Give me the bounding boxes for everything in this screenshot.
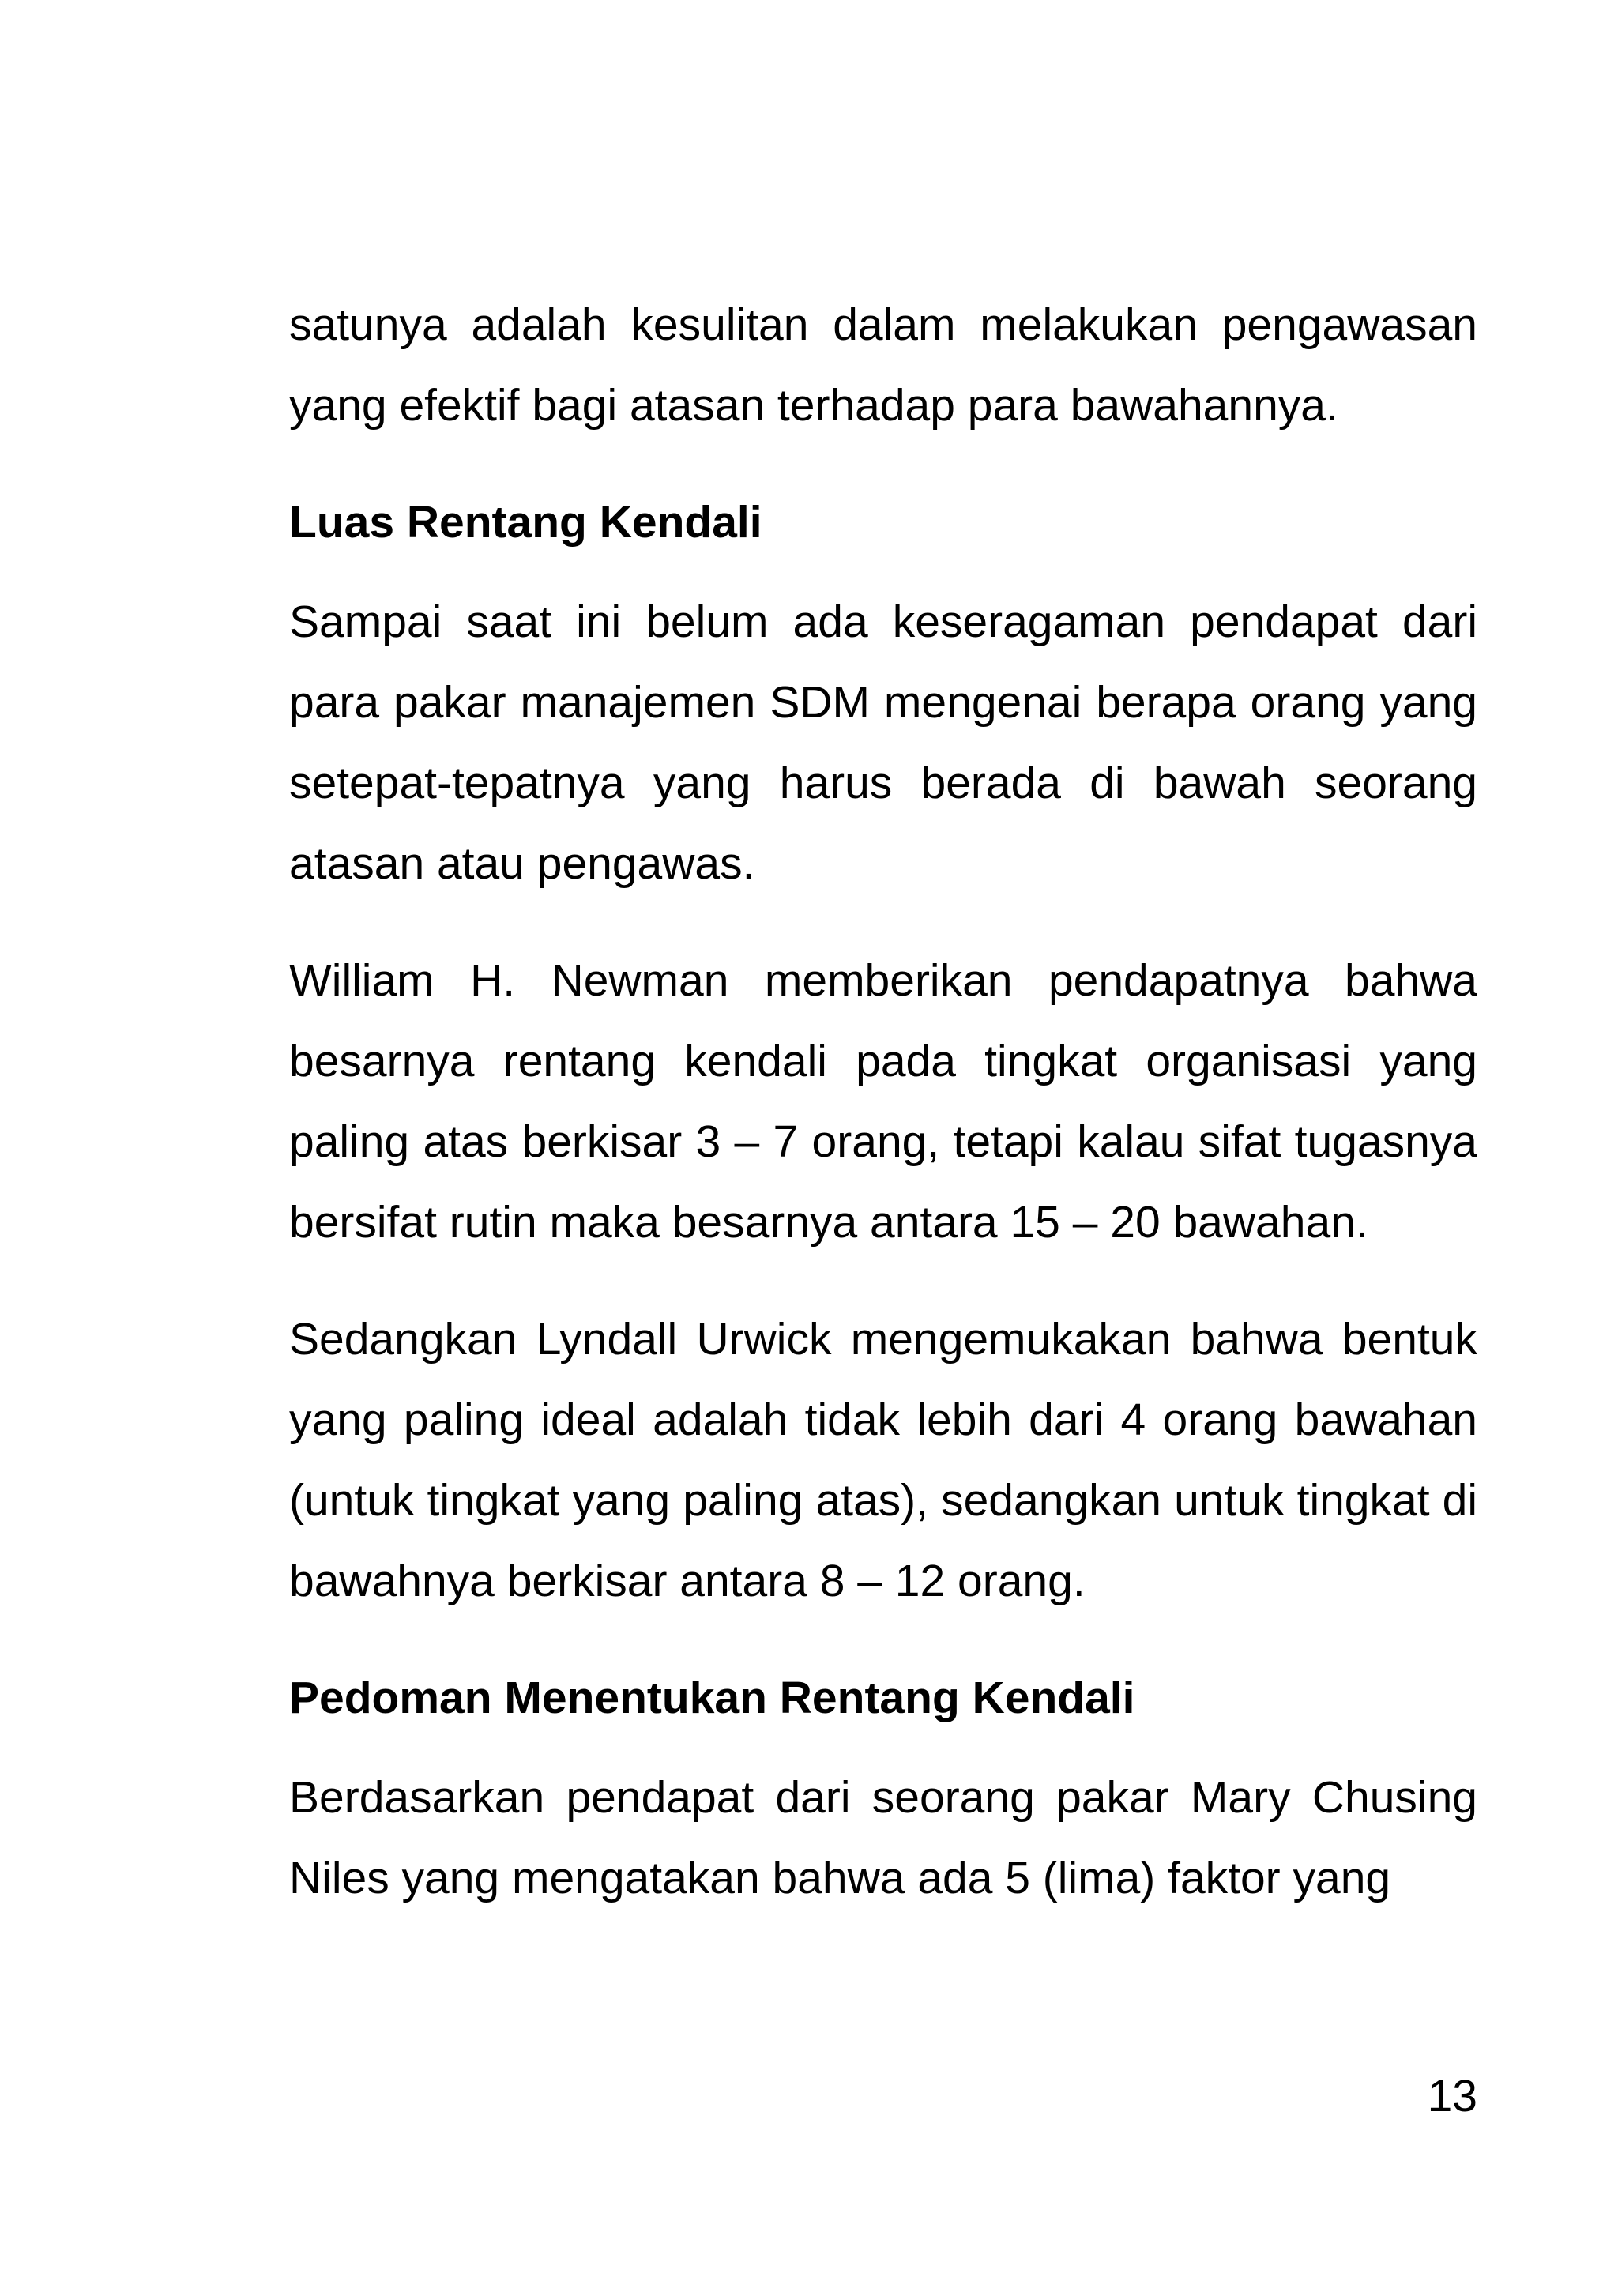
paragraph-lyndall-urwick: Sedangkan Lyndall Urwick mengemukakan bahwa bentuk yang paling ideal adalah tidak lebih dari 4 orang bawahan (untuk tingkat yang paling atas), sedangkan untuk tingkat di bawahnya berkisar antara 8 – 12 orang. [289,1314,1477,1606]
paragraph-mary-niles: Berdasarkan pendapat dari seorang pakar Mary Chusing Niles yang mengatakan bahwa ada 5 (lima) faktor yang [289,1772,1477,1903]
section-heading-pedoman-rentang-kendali: Pedoman Menentukan Rentang Kendali [289,1673,1135,1723]
intro-paragraph: satunya adalah kesulitan dalam melakukan pengawasan yang efektif bagi atasan terhadap para bawahannya. [289,299,1477,431]
section-heading-luas-rentang-kendali: Luas Rentang Kendali [289,497,762,548]
paragraph-keseragaman-pendapat: Sampai saat ini belum ada keseragaman pendapat dari para pakar manajemen SDM mengenai berapa orang yang setepat-tepatnya yang harus berada di bawah seorang atasan atau pengawas. [289,597,1477,889]
paragraph-william-newman: William H. Newman memberikan pendapatnya bahwa besarnya rentang kendali pada tingkat organisasi yang paling atas berkisar 3 – 7 orang, tetapi kalau sifat tugasnya bersifat rutin maka besarnya antara 15 – 20 bawahan. [289,955,1477,1248]
spacer [289,1263,1477,1299]
page-number: 13 [1427,2071,1477,2121]
spacer [289,904,1477,940]
spacer [289,1738,1477,1757]
page-body [289,284,1477,1918]
spacer [289,446,1477,482]
spacer [289,1621,1477,1658]
spacer [289,563,1477,582]
